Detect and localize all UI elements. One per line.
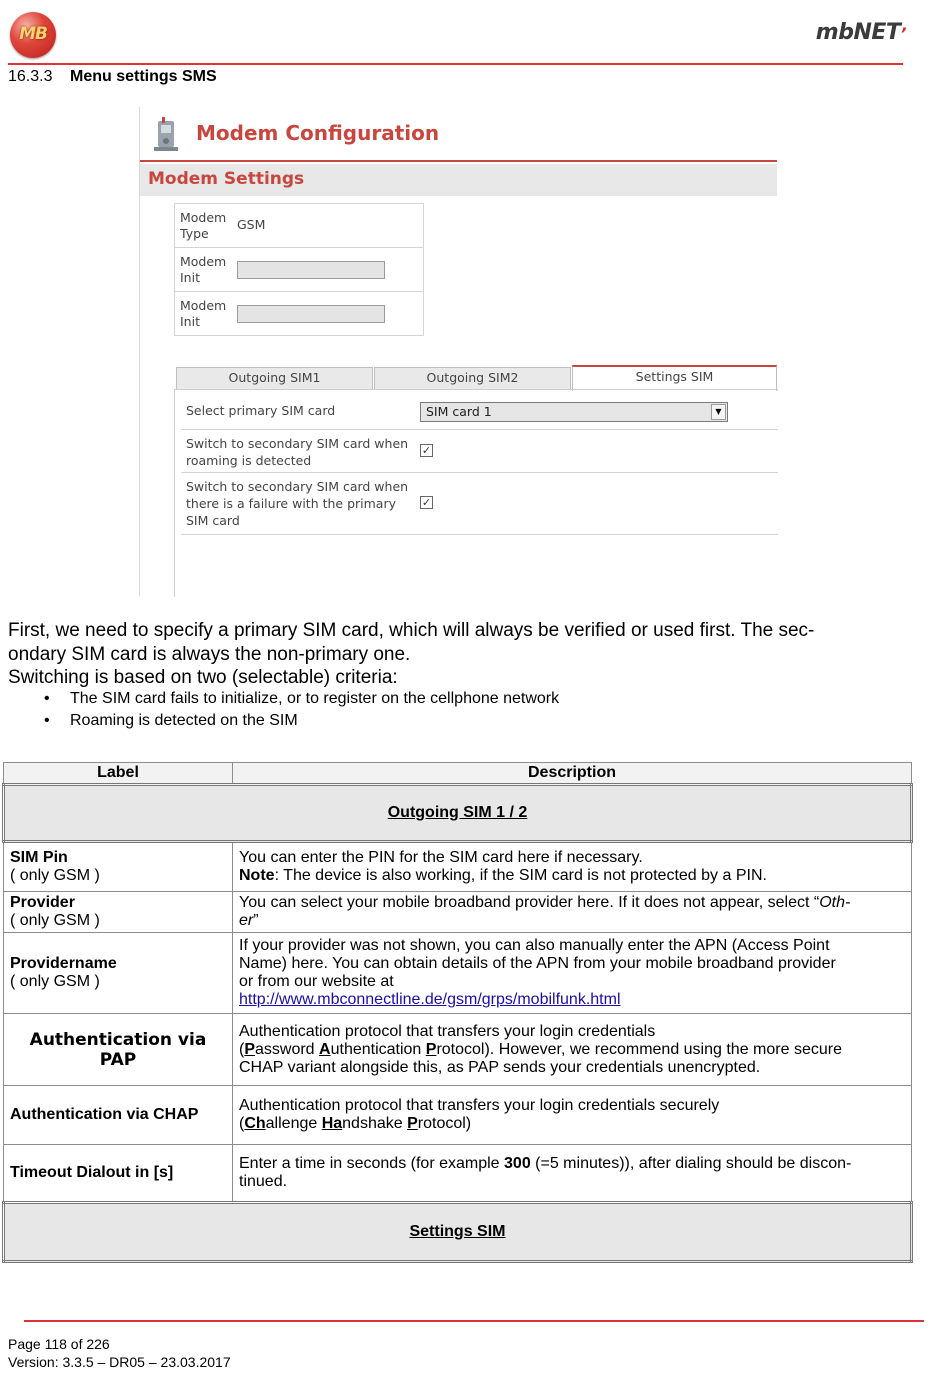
sim-tabs <box>176 365 777 389</box>
chevron-down-icon[interactable]: ▼ <box>711 404 726 420</box>
pap-p: P <box>244 1040 255 1058</box>
modem-init-label: Modem Init <box>180 254 227 285</box>
tab-settings-sim[interactable]: Settings SIM <box>572 365 777 391</box>
bullet-text-2: Roaming is detected on the SIM <box>70 712 298 729</box>
modem-init-label-2: Modem Init <box>180 298 227 329</box>
chap-ha: Ha <box>321 1115 343 1132</box>
provider-desc-cell <box>233 892 912 933</box>
sim-pin-desc-2 <box>239 867 905 885</box>
bullet-icon: • <box>44 712 50 729</box>
providername-desc-3: or from our website at <box>239 973 394 990</box>
timeout-desc-d: tinued. <box>239 1173 288 1190</box>
chap-ch: Ch <box>244 1115 266 1132</box>
provider-desc-line1 <box>239 894 905 912</box>
pap-a: A <box>319 1040 331 1058</box>
pap-desc-cell <box>233 1014 912 1086</box>
col-description-header: Description <box>233 763 912 785</box>
col-label-header: Label <box>4 763 233 785</box>
group-row-outgoing <box>4 785 912 842</box>
providername-label: Providername <box>10 955 117 972</box>
modem-type-value: GSM <box>237 217 266 232</box>
providername-desc-2: Name) here. You can obtain details of the APN from your mobile broadband provider <box>239 955 836 972</box>
modem-type-label: Modem Type <box>180 210 227 241</box>
sim-pin-note-text: : The device is also working, if the SIM card is not protected by a PIN. <box>274 867 767 884</box>
intro-line-1: First, we need to specify a primary SIM card, which will always be verified or used first. The sec- <box>8 620 815 641</box>
sim-pin-note-bold: Note <box>239 867 275 884</box>
provider-note: ( only GSM ) <box>10 912 100 929</box>
modem-settings-table <box>174 203 424 336</box>
table-row <box>4 892 912 933</box>
provider-desc-line2 <box>239 912 905 930</box>
roaming-checkbox[interactable]: ✓ <box>421 444 432 457</box>
mbnet-logo <box>816 20 906 45</box>
intro-paragraph <box>8 619 913 690</box>
page-number: Page 118 of 226 <box>8 1336 110 1352</box>
table-row <box>4 933 912 1014</box>
modem-type-row <box>175 204 423 248</box>
modem-config-screenshot <box>139 107 777 596</box>
mbnet-logo-text: mbNET <box>815 20 901 45</box>
roaming-label: Switch to secondary SIM card when roaming is detected <box>186 436 409 468</box>
sim-pin-label: SIM Pin <box>10 849 68 866</box>
chap-desc-2: (Challenge Handshake Protocol) <box>239 1115 472 1132</box>
mbconnectline-link[interactable]: http://www.mbconnectline.de/gsm/grps/mobilfunk.html <box>239 991 621 1008</box>
failure-checkbox[interactable]: ✓ <box>421 496 432 509</box>
providername-desc-1: If your provider was not shown, you can also manually enter the APN (Access Point <box>239 937 830 954</box>
figure-subtitle: Modem Settings <box>148 169 305 189</box>
modem-init-input[interactable] <box>237 261 385 279</box>
pap-assword: assword <box>255 1040 320 1058</box>
mbnet-logo-tick-icon: ’ <box>900 24 906 43</box>
providername-note: ( only GSM ) <box>10 973 100 990</box>
table-row <box>4 1014 912 1086</box>
sim-pin-desc-cell <box>233 842 912 892</box>
chap-p: P <box>407 1115 418 1132</box>
chap-label: Authentication via CHAP <box>4 1086 233 1145</box>
table-row <box>4 1086 912 1145</box>
primary-sim-select[interactable] <box>420 402 728 422</box>
pap-desc-2: (Password Authentication Protocol). However, we recommend using the more secure <box>239 1040 842 1058</box>
settings-sim-pane <box>174 389 778 597</box>
provider-desc-1: You can select your mobile broadband provider here. If it does not appear, select “ <box>239 894 820 911</box>
group-outgoing-sim: Outgoing SIM 1 / 2 <box>4 785 912 842</box>
section-title: Menu settings SMS <box>70 68 217 85</box>
timeout-desc-a: Enter a time in seconds (for example <box>239 1155 505 1172</box>
primary-sim-label: Select primary SIM card <box>186 403 336 418</box>
timeout-desc-b: 300 <box>504 1155 531 1172</box>
header-divider <box>8 63 903 65</box>
providername-label-cell <box>4 933 233 1014</box>
timeout-desc-cell <box>233 1145 912 1203</box>
primary-sim-row <box>181 390 778 430</box>
provider-desc-italic-1: Oth- <box>819 894 851 911</box>
tab-outgoing-sim1[interactable]: Outgoing SIM1 <box>176 367 373 389</box>
footer-divider <box>24 1320 924 1322</box>
description-table <box>2 762 913 1263</box>
modem-init-input-2[interactable] <box>237 305 385 323</box>
pap-uthentication: uthentication <box>330 1040 426 1058</box>
roaming-row <box>181 430 778 473</box>
chap-ndshake: ndshake <box>342 1115 408 1132</box>
chap-desc-cell <box>233 1086 912 1145</box>
group-settings-sim: Settings SIM <box>4 1203 912 1262</box>
sim-pin-desc-1: You can enter the PIN for the SIM card here if necessary. <box>239 849 643 866</box>
provider-label-cell <box>4 892 233 933</box>
bullet-text-1: The SIM card fails to initialize, or to register on the cellphone network <box>70 690 560 707</box>
pap-desc-3: CHAP variant alongside this, as PAP sends your credentials unencrypted. <box>239 1058 761 1076</box>
timeout-label: Timeout Dialout in [s] <box>4 1145 233 1203</box>
pap-desc-1: Authentication protocol that transfers your login credentials <box>239 1022 656 1040</box>
provider-label: Provider <box>10 894 75 911</box>
sim-pin-label-cell <box>4 842 233 892</box>
pap-p2: P <box>425 1040 437 1058</box>
mb-logo <box>10 12 56 58</box>
provider-desc-end: ” <box>253 912 259 929</box>
mb-logo-text: MB <box>19 24 47 44</box>
figure-subtitle-bar <box>140 164 777 196</box>
pap-label: Authentication via PAP <box>4 1014 233 1086</box>
table-row <box>4 1145 912 1203</box>
bullet-icon: • <box>44 690 50 707</box>
timeout-desc-c: (=5 minutes)), after dialing should be discon- <box>530 1155 852 1172</box>
section-heading <box>8 68 217 86</box>
tab-outgoing-sim2[interactable]: Outgoing SIM2 <box>374 367 571 389</box>
figure-title: Modem Configuration <box>196 121 440 145</box>
failure-label: Switch to secondary SIM card when there is a failure with the primary SIM card <box>186 479 409 528</box>
pap-rotocol: rotocol). However, we recommend using the more secure <box>436 1040 842 1058</box>
failure-row <box>181 473 778 535</box>
modem-init-row <box>175 248 423 292</box>
modem-init-row-2 <box>175 292 423 335</box>
chap-desc-1: Authentication protocol that transfers your login credentials securely <box>239 1097 720 1114</box>
table-header-row <box>4 763 912 785</box>
intro-line-2: ondary SIM card is always the non-primary one. <box>8 643 411 665</box>
provider-desc-italic-2: er <box>239 912 254 929</box>
chap-rotocol: rotocol) <box>417 1115 472 1132</box>
timeout-desc-line1 <box>239 1155 905 1173</box>
providername-desc-cell <box>233 933 912 1014</box>
modem-config-icon <box>152 117 180 153</box>
group-row-settings <box>4 1203 912 1262</box>
chap-allenge: allenge <box>265 1115 322 1132</box>
primary-sim-value: SIM card 1 <box>426 404 492 419</box>
table-row <box>4 842 912 892</box>
intro-line-3: Switching is based on two (selectable) criteria: <box>8 667 398 688</box>
figure-title-underline <box>140 160 777 162</box>
sim-pin-note: ( only GSM ) <box>10 867 100 884</box>
version-info: Version: 3.3.5 – DR05 – 23.03.2017 <box>8 1354 231 1370</box>
section-number: 16.3.3 <box>8 68 53 85</box>
